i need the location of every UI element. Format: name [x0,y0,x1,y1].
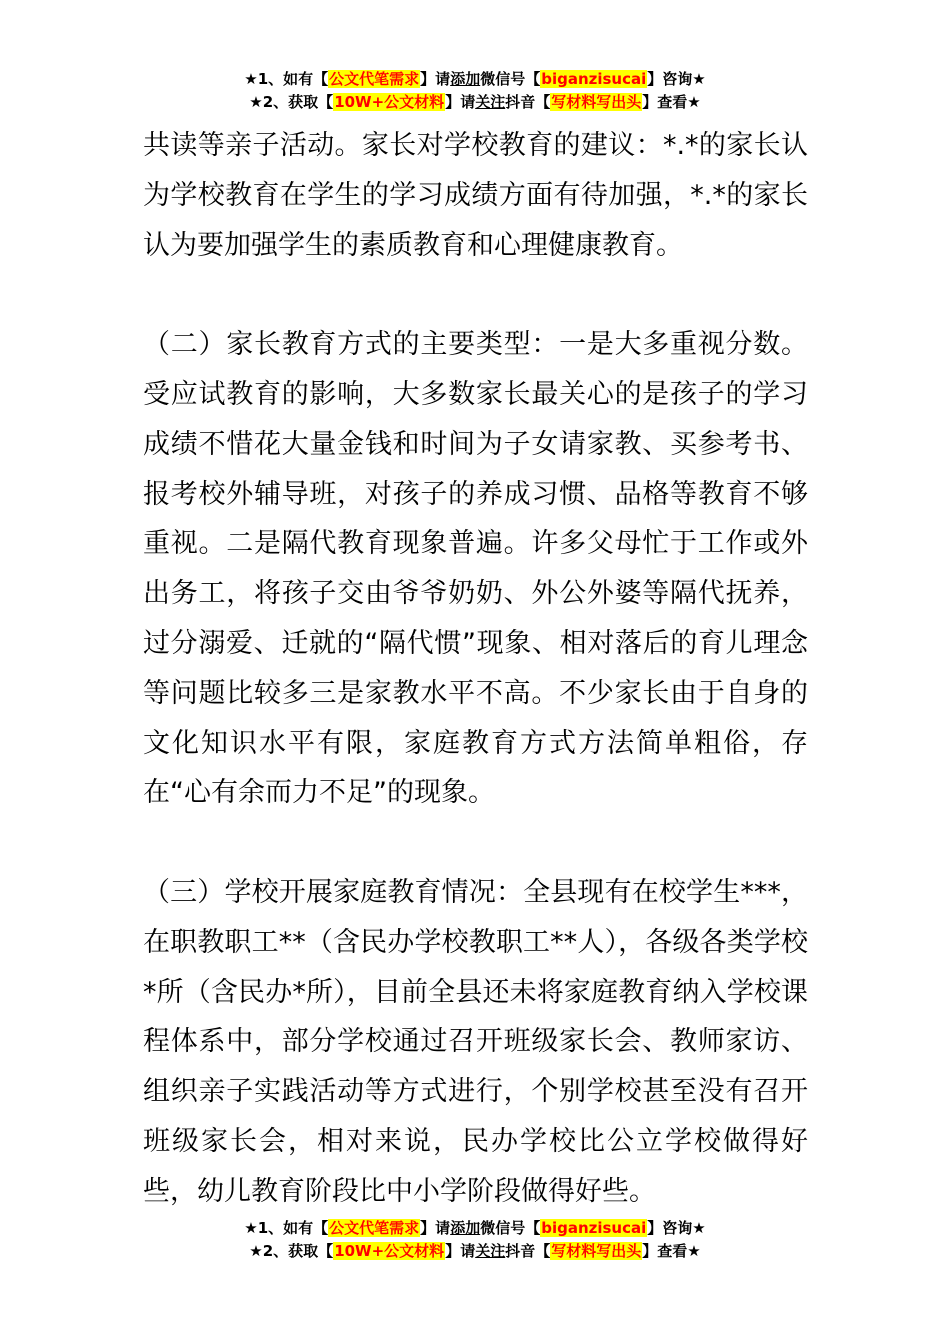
banner-text: 】查看★ [642,93,701,111]
paragraph-spacer [143,818,808,868]
banner-text: 】请 [445,93,476,111]
wechat-id-tag: biganzisucai [541,1219,647,1237]
banner-text: ★2、获取【 [249,1242,334,1260]
douyin-account-tag: 写材料写出头 [551,1242,642,1260]
banner-text: ★1、如有【 [244,70,329,88]
banner-text: 微信号【 [480,70,541,88]
banner-text: ★1、如有【 [244,1219,329,1237]
wechat-id-tag: biganzisucai [541,70,647,88]
highlight-tag: 10W+公文材料 [334,1242,445,1260]
banner-text: 抖音【 [505,1242,551,1260]
paragraph-parent-suggestions: 共读等亲子活动。家长对学校教育的建议：*.*的家长认为学校教育在学生的学习成绩方面有待加强，*.*的家长认为要加强学生的素质教育和心理健康教育。 [143,130,808,261]
banner-line-2 [0,1240,950,1263]
underlined-text: 关注 [475,1242,506,1260]
underlined-text: 添加 [450,70,481,88]
paragraph-spacer [143,270,808,320]
header-banner [0,68,950,114]
douyin-account-tag: 写材料写出头 [551,93,642,111]
banner-text: 】请 [445,1242,476,1260]
paragraph-school-family-education: （三）学校开展家庭教育情况：全县现有在校学生***，在职教职工**（含民办学校教职工**人），各级各类学校*所（含民办*所），目前全县还未将家庭教育纳入学校课程体系中，部分学校通过召开班级家长会、教师家访、组织亲子实践活动等方式进行，个别学校甚至没有召开班级家长会，相对来说，民办学校比公立学校做得好些，幼儿教育阶段比中小学阶段做得好些。 [143,876,808,1207]
highlight-tag: 公文代笔需求 [329,70,420,88]
banner-line-2 [0,91,950,114]
banner-text: 】查看★ [642,1242,701,1260]
underlined-text: 关注 [475,93,506,111]
banner-text: 】咨询★ [647,70,706,88]
banner-line-1 [0,1217,950,1240]
banner-text: 】咨询★ [647,1219,706,1237]
footer-banner [0,1217,950,1263]
highlight-tag: 10W+公文材料 [334,93,445,111]
banner-text: 抖音【 [505,93,551,111]
banner-text: 】请 [420,1219,451,1237]
banner-line-1 [0,68,950,91]
banner-text: 微信号【 [480,1219,541,1237]
underlined-text: 添加 [450,1219,481,1237]
document-body [143,121,808,1217]
paragraph-parenting-types: （二）家长教育方式的主要类型：一是大多重视分数。受应试教育的影响，大多数家长最关心的是孩子的学习成绩不惜花大量金钱和时间为子女请家教、买参考书、报考校外辅导班，对孩子的养成习惯、品格等教育不够重视。二是隔代教育现象普遍。许多父母忙于工作或外出务工，将孩子交由爷爷奶奶、外公外婆等隔代抚养，过分溺爱、迁就的“隔代惯”现象、相对落后的育儿理念等问题比较多三是家教水平不高。不少家长由于自身的文化知识水平有限，家庭教育方式方法简单粗俗，存在“心有余而力不足”的现象。 [143,329,808,809]
highlight-tag: 公文代笔需求 [329,1219,420,1237]
banner-text: 】请 [420,70,451,88]
banner-text: ★2、获取【 [249,93,334,111]
